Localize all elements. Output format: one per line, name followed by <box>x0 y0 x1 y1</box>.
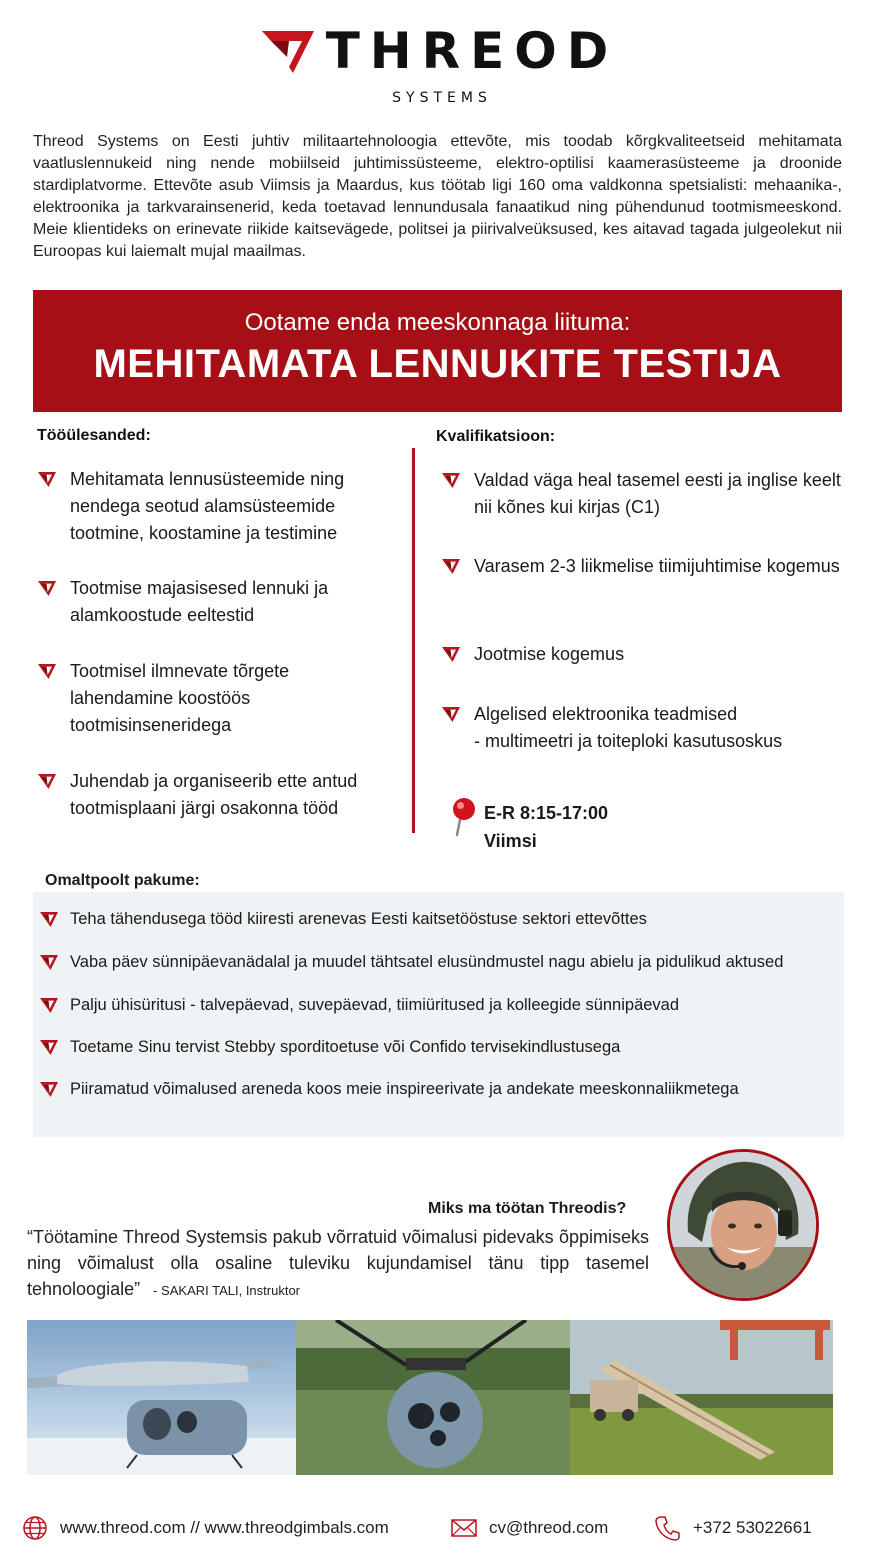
work-hours: E-R 8:15-17:00 <box>484 803 609 823</box>
phone-text: +372 53022661 <box>693 1518 812 1537</box>
task-text: Tootmisel ilmnevate tõrgete lahendamine koostöös tootmisinseneridega <box>70 661 290 735</box>
task-item <box>38 466 388 547</box>
qualification-item <box>442 701 852 755</box>
offer-item <box>40 910 647 929</box>
qualification-item <box>442 553 842 580</box>
arrow-bullet-icon <box>38 581 56 596</box>
job-title-banner <box>33 290 842 412</box>
globe-icon <box>22 1515 48 1541</box>
offer-text: Toetame Sinu tervist Stebby sporditoetuse või Confido tervisekindlustusega <box>70 1038 621 1056</box>
threod-logo-mark-icon <box>262 29 314 73</box>
qualification-text: Valdad väga heal tasemel eesti ja inglise keelt nii kõnes kui kirjas (C1) <box>474 470 841 517</box>
gimbal-camera-photo <box>296 1320 570 1475</box>
drone-photo <box>27 1320 296 1475</box>
company-intro: Threod Systems on Eesti juhtiv militaartehnoloogia ettevõte, mis toodab kõrgkvaliteetseid mehitamata vaatluslennukeid ning nende mobiilseid juhtimissüsteeme, elektro-optilisi kaamerasüsteeme ja droonide stardiplatvorme. Ettevõte asub Viimsis ja Maardus, kus töötab ligi 160 oma valdkonna spetsialisti: mehaanika-, elektroonika ja tarkvarainsenerid, keda toetavad lennundusala fanaatikud ning pühendunud tootmismeeskond. Meie klientideks on erinevate riikide kaitsevägede, politsei ja piirivalveüksused, kes aitavad tagada julgeolekut nii Euroopas kui laiemalt mujal maailmas. <box>33 133 842 260</box>
qualification-text: Jootmise kogemus <box>474 644 625 664</box>
qualifications-heading: Kvalifikatsioon: <box>436 428 556 445</box>
qualification-item <box>442 641 842 668</box>
offer-text: Palju ühisüritusi - talvepäevad, suvepäevad, tiimiüritused ja kolleegide sünnipäevad <box>70 996 680 1014</box>
qualification-text: Varasem 2-3 liikmelise tiimijuhtimise kogemus <box>474 556 840 576</box>
task-text: Mehitamata lennusüsteemide ning nendega seotud alamsüsteemide tootmine, koostamine ja testimine <box>70 469 345 543</box>
arrow-bullet-icon <box>442 559 460 574</box>
arrow-bullet-icon <box>40 912 58 927</box>
brand-name: THREOD <box>325 22 619 80</box>
arrow-bullet-icon <box>442 647 460 662</box>
quote-text: “Töötamine Threod Systemsis pakub võrratuid võimalusi pidevaks õppimiseks ning võimalust olla osaline tuleviku kujundamisel tänu tipp tasemel tehnoloogiale” <box>27 1227 649 1299</box>
offer-heading: Omaltpoolt pakume: <box>45 872 200 889</box>
contact-email[interactable] <box>451 1515 608 1541</box>
tasks-heading: Tööülesanded: <box>37 427 151 444</box>
quote-author: - SAKARI TALI, Instruktor <box>153 1283 301 1298</box>
arrow-bullet-icon <box>38 774 56 789</box>
website-text: www.threod.com // www.threodgimbals.com <box>60 1518 389 1537</box>
banner-subtitle: Ootame enda meeskonnaga liituma: <box>244 309 631 336</box>
task-text: Juhendab ja organiseerib ette antud tootmisplaani järgi osakonna tööd <box>70 771 358 818</box>
arrow-bullet-icon <box>442 707 460 722</box>
email-text: cv@threod.com <box>489 1518 609 1537</box>
contact-phone[interactable] <box>655 1515 812 1541</box>
arrow-bullet-icon <box>442 473 460 488</box>
arrow-bullet-icon <box>38 664 56 679</box>
task-item <box>38 575 388 629</box>
launcher-photo <box>570 1320 833 1475</box>
work-location <box>484 799 608 855</box>
qualification-item <box>442 467 842 521</box>
phone-icon <box>655 1515 681 1541</box>
testimonial-heading: Miks ma töötan Threodis? <box>428 1200 627 1217</box>
brand-logo <box>0 22 880 106</box>
arrow-bullet-icon <box>40 1082 58 1097</box>
brand-subtitle: SYSTEMS <box>392 90 492 106</box>
offer-text: Vaba päev sünnipäevanädalal ja muudel tähtsatel elusündmustel nagu abielu ja pidulikud aktused <box>70 953 784 971</box>
qualification-text: Algelised elektroonika teadmised - multimeetri ja toiteploki kasutusoskus <box>474 704 783 751</box>
work-place: Viimsi <box>484 831 537 851</box>
map-pin-icon <box>448 797 478 837</box>
offer-item <box>40 996 679 1015</box>
testimonial-quote <box>27 1224 649 1304</box>
offer-text: Piiramatud võimalused areneda koos meie inspireerivate ja andekate meeskonnaliikmetega <box>70 1080 739 1098</box>
job-title: MEHITAMATA LENNUKITE TESTIJA <box>93 342 782 386</box>
offer-item <box>40 1080 739 1099</box>
employee-avatar <box>667 1149 819 1301</box>
arrow-bullet-icon <box>38 472 56 487</box>
offer-item <box>40 953 783 972</box>
offer-text: Teha tähendusega tööd kiiresti arenevas Eesti kaitsetööstuse sektori ettevõttes <box>70 910 647 928</box>
arrow-bullet-icon <box>40 955 58 970</box>
task-item <box>38 768 388 822</box>
arrow-bullet-icon <box>40 998 58 1013</box>
offer-item <box>40 1038 620 1057</box>
column-divider <box>412 448 415 833</box>
task-item <box>38 658 388 739</box>
arrow-bullet-icon <box>40 1040 58 1055</box>
envelope-icon <box>451 1515 477 1541</box>
task-text: Tootmise majasisesed lennuki ja alamkoostude eeltestid <box>70 578 329 625</box>
contact-website[interactable] <box>22 1515 389 1541</box>
